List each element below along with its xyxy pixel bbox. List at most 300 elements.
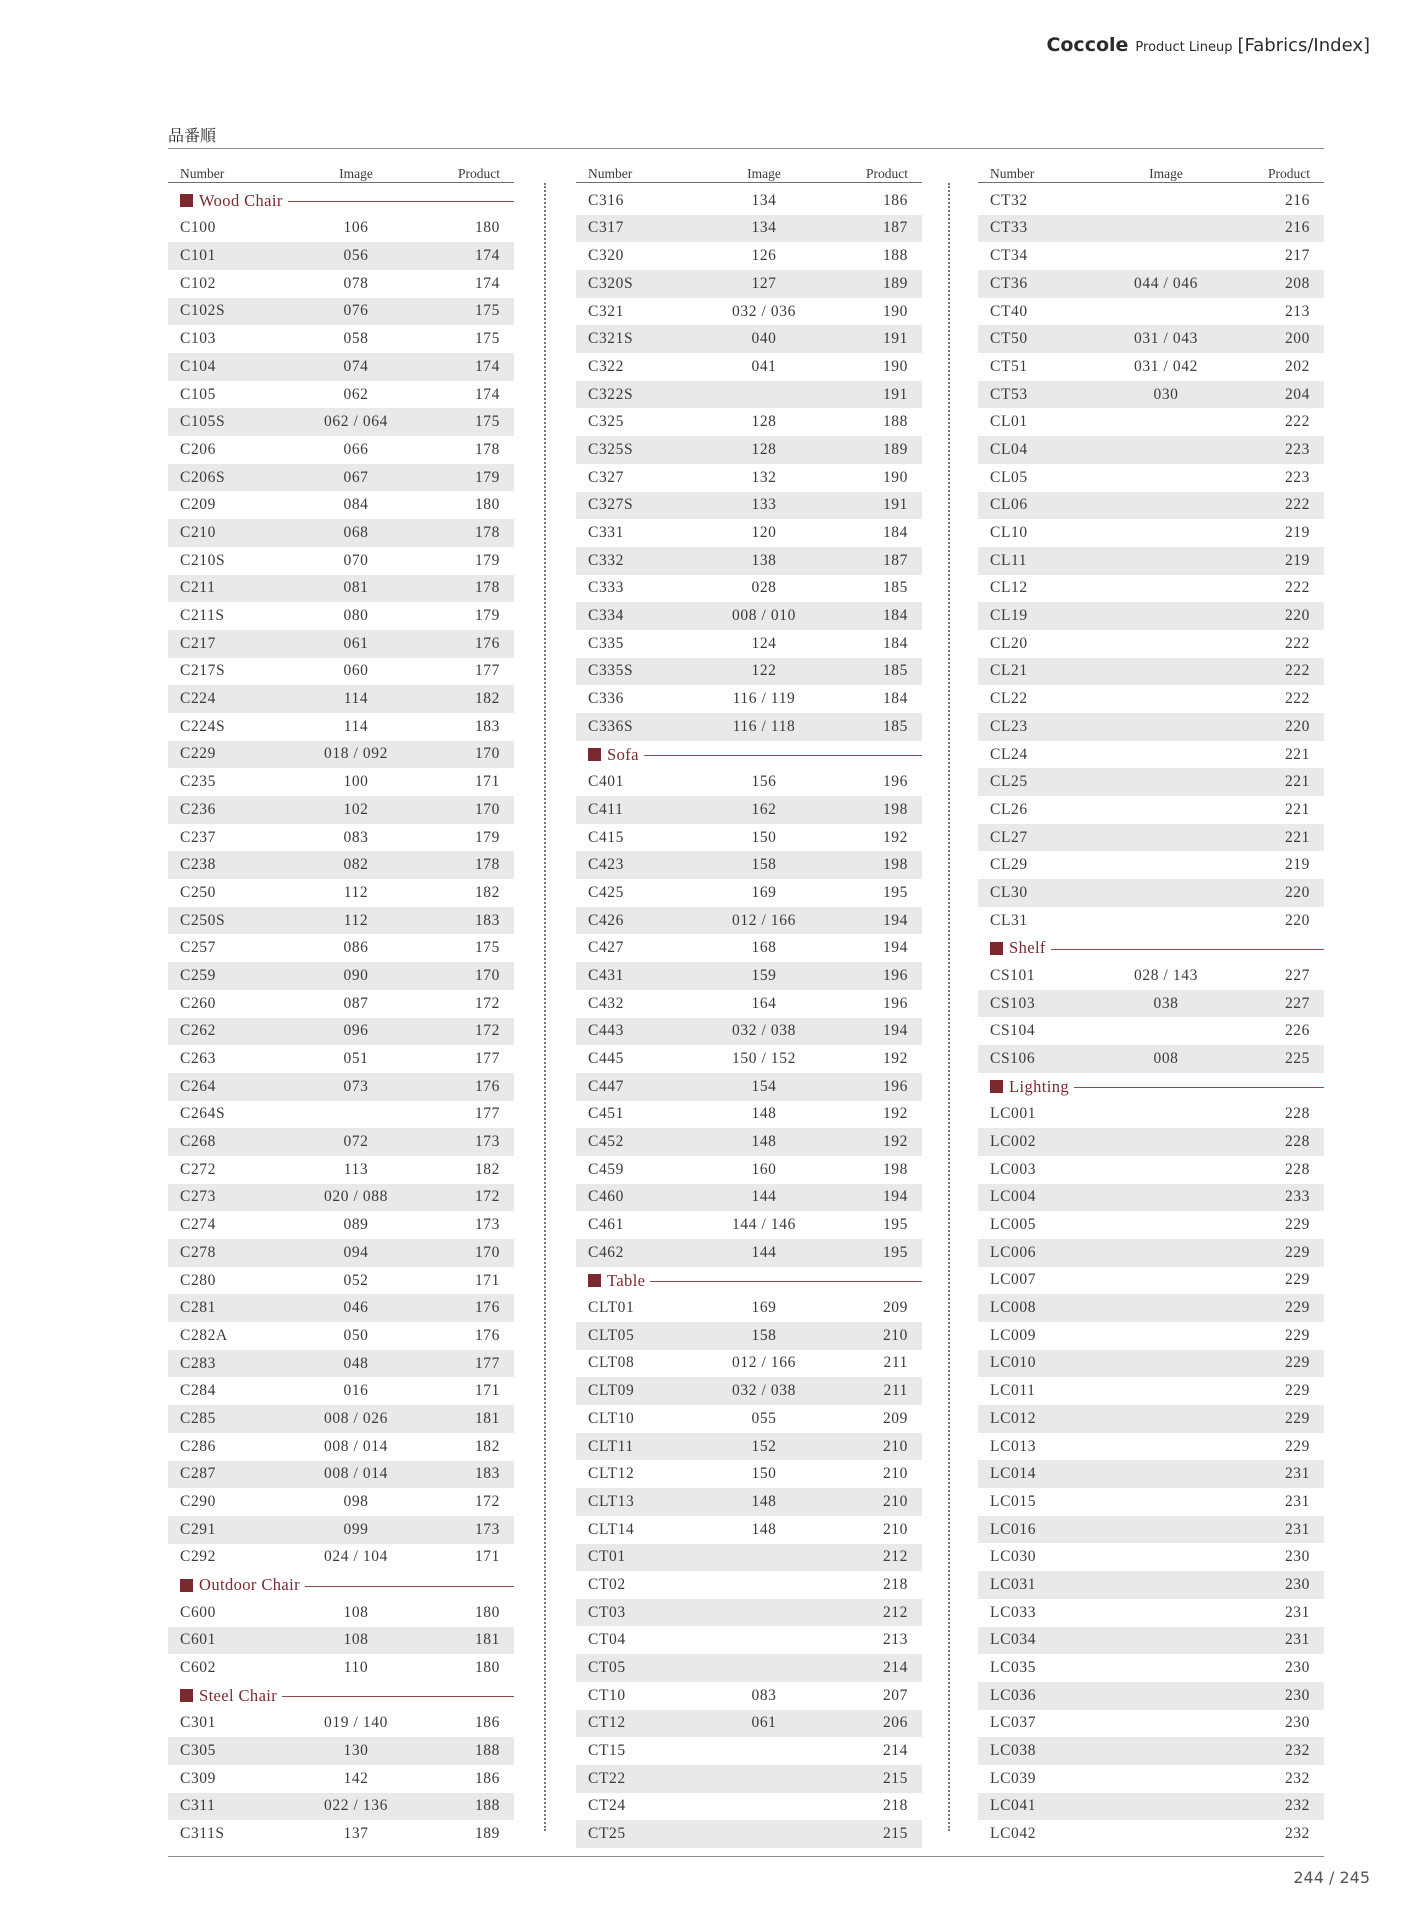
table-row xyxy=(978,1294,1324,1322)
item-number: C264S xyxy=(180,1105,226,1123)
product-page: 233 xyxy=(1284,1188,1310,1206)
item-number: C335 xyxy=(588,634,624,652)
product-page: 231 xyxy=(1284,1603,1310,1621)
item-number: LC039 xyxy=(990,1769,1037,1787)
image-page: 080 xyxy=(343,607,369,625)
item-number: CLT13 xyxy=(588,1492,635,1510)
product-page: 184 xyxy=(882,524,908,542)
table-row xyxy=(576,187,922,215)
item-number: C210S xyxy=(180,551,226,569)
table-row xyxy=(576,1156,922,1184)
item-number: CT10 xyxy=(588,1686,626,1704)
item-number: CLT09 xyxy=(588,1382,635,1400)
product-page: 221 xyxy=(1284,745,1310,763)
table-row xyxy=(978,824,1324,852)
item-number: LC034 xyxy=(990,1631,1037,1649)
product-page: 188 xyxy=(882,247,908,265)
table-row xyxy=(168,353,514,381)
product-page: 170 xyxy=(474,745,500,763)
item-number: CL12 xyxy=(990,579,1028,597)
image-page: 031 / 043 xyxy=(1134,330,1198,348)
table-row xyxy=(576,962,922,990)
product-page: 210 xyxy=(882,1492,908,1510)
item-number: LC014 xyxy=(990,1465,1037,1483)
product-page: 171 xyxy=(474,1548,500,1566)
item-number: C425 xyxy=(588,883,624,901)
item-number: C285 xyxy=(180,1409,216,1427)
image-page: 040 xyxy=(751,330,777,348)
product-page: 181 xyxy=(474,1409,500,1427)
image-page: 144 / 146 xyxy=(732,1216,796,1234)
page-header xyxy=(1046,34,1370,56)
table-row xyxy=(576,1405,922,1433)
product-page: 190 xyxy=(882,357,908,375)
table-row xyxy=(978,436,1324,464)
item-number: C316 xyxy=(588,191,624,209)
category-heading xyxy=(168,187,514,215)
table-row xyxy=(168,1793,514,1821)
item-number: C309 xyxy=(180,1769,216,1787)
section-label: 品番順 xyxy=(168,126,217,145)
product-page: 176 xyxy=(474,1299,500,1317)
product-page: 179 xyxy=(474,828,500,846)
image-page: 113 xyxy=(343,1160,369,1178)
top-rule xyxy=(168,148,1324,149)
table-row xyxy=(978,1544,1324,1572)
column-header-row xyxy=(576,160,922,183)
image-page: 056 xyxy=(343,247,369,265)
image-page: 062 xyxy=(343,385,369,403)
item-number: C286 xyxy=(180,1437,216,1455)
item-number: LC004 xyxy=(990,1188,1037,1206)
image-page: 050 xyxy=(343,1326,369,1344)
table-row xyxy=(168,1294,514,1322)
category-heading xyxy=(978,1073,1324,1101)
image-page: 041 xyxy=(751,357,777,375)
product-page: 221 xyxy=(1284,828,1310,846)
image-page: 081 xyxy=(343,579,369,597)
product-page: 210 xyxy=(882,1520,908,1538)
image-page: 028 / 143 xyxy=(1134,966,1198,984)
item-number: C211S xyxy=(180,607,225,625)
item-number: C224S xyxy=(180,717,226,735)
table-row xyxy=(978,1654,1324,1682)
product-page: 216 xyxy=(1284,219,1310,237)
item-number: C273 xyxy=(180,1188,216,1206)
table-row xyxy=(168,630,514,658)
category-square-icon xyxy=(990,942,1003,955)
item-number: C411 xyxy=(588,800,624,818)
image-page: 134 xyxy=(751,191,777,209)
item-number: LC013 xyxy=(990,1437,1037,1455)
image-page: 127 xyxy=(751,274,777,292)
item-number: C237 xyxy=(180,828,216,846)
item-number: C282A xyxy=(180,1326,228,1344)
image-page: 148 xyxy=(751,1520,777,1538)
item-number: C415 xyxy=(588,828,624,846)
table-row xyxy=(576,1571,922,1599)
product-page: 194 xyxy=(882,1188,908,1206)
item-number: C452 xyxy=(588,1133,624,1151)
table-row xyxy=(576,658,922,686)
table-row xyxy=(978,1211,1324,1239)
image-page: 031 / 042 xyxy=(1134,357,1198,375)
table-row xyxy=(576,1433,922,1461)
item-number: C206 xyxy=(180,440,216,458)
item-number: CL20 xyxy=(990,634,1028,652)
table-row xyxy=(978,1516,1324,1544)
product-page: 188 xyxy=(474,1797,500,1815)
item-number: C322S xyxy=(588,385,634,403)
item-number: CL05 xyxy=(990,468,1028,486)
product-page: 190 xyxy=(882,468,908,486)
table-row xyxy=(168,215,514,243)
item-number: C217 xyxy=(180,634,216,652)
table-row xyxy=(168,1488,514,1516)
item-number: C426 xyxy=(588,911,624,929)
product-page: 183 xyxy=(474,717,500,735)
item-number: C335S xyxy=(588,662,634,680)
category-square-icon xyxy=(588,748,601,761)
product-page: 213 xyxy=(1284,302,1310,320)
item-number: C217S xyxy=(180,662,226,680)
image-page: 133 xyxy=(751,496,777,514)
item-number: C290 xyxy=(180,1493,216,1511)
product-page: 228 xyxy=(1284,1105,1310,1123)
item-number: CT36 xyxy=(990,274,1028,292)
category-label: Steel Chair xyxy=(199,1685,278,1705)
product-page: 229 xyxy=(1284,1299,1310,1317)
category-rule xyxy=(288,201,514,202)
item-number: C105 xyxy=(180,385,216,403)
product-page: 176 xyxy=(474,1077,500,1095)
product-page: 232 xyxy=(1284,1825,1310,1843)
item-number: C278 xyxy=(180,1243,216,1261)
item-number: C260 xyxy=(180,994,216,1012)
image-page: 116 / 118 xyxy=(732,717,796,735)
item-number: CLT01 xyxy=(588,1299,635,1317)
table-row xyxy=(168,934,514,962)
table-row xyxy=(978,519,1324,547)
image-page: 102 xyxy=(343,800,369,818)
table-row xyxy=(576,492,922,520)
item-number: C336 xyxy=(588,690,624,708)
table-row xyxy=(576,1682,922,1710)
image-page: 158 xyxy=(751,1326,777,1344)
table-row xyxy=(978,1405,1324,1433)
table-row xyxy=(168,824,514,852)
product-page: 185 xyxy=(882,579,908,597)
item-number: C431 xyxy=(588,966,624,984)
table-row xyxy=(978,187,1324,215)
image-page: 087 xyxy=(343,994,369,1012)
item-number: LC033 xyxy=(990,1603,1037,1621)
image-page: 067 xyxy=(343,468,369,486)
product-page: 231 xyxy=(1284,1492,1310,1510)
image-page: 086 xyxy=(343,939,369,957)
product-page: 180 xyxy=(474,219,500,237)
image-page: 154 xyxy=(751,1077,777,1095)
table-row xyxy=(576,851,922,879)
image-page: 008 / 014 xyxy=(324,1437,388,1455)
product-page: 196 xyxy=(882,773,908,791)
table-row xyxy=(576,436,922,464)
table-row xyxy=(168,436,514,464)
item-number: CL19 xyxy=(990,607,1028,625)
image-page: 032 / 038 xyxy=(732,1382,796,1400)
product-page: 230 xyxy=(1284,1686,1310,1704)
table-row xyxy=(978,1627,1324,1655)
table-row xyxy=(576,1765,922,1793)
item-number: CT34 xyxy=(990,247,1028,265)
product-page: 180 xyxy=(474,496,500,514)
item-number: C224 xyxy=(180,690,216,708)
image-page: 158 xyxy=(751,856,777,874)
table-row xyxy=(978,1018,1324,1046)
image-page: 116 / 119 xyxy=(732,690,796,708)
image-page: 022 / 136 xyxy=(324,1797,388,1815)
category-rule xyxy=(1074,1087,1324,1088)
item-number: LC007 xyxy=(990,1271,1037,1289)
header-number: Number xyxy=(588,166,633,181)
product-page: 204 xyxy=(1284,385,1310,403)
product-page: 171 xyxy=(474,1382,500,1400)
table-row xyxy=(978,1433,1324,1461)
product-page: 229 xyxy=(1284,1326,1310,1344)
image-page: 055 xyxy=(751,1409,777,1427)
table-row xyxy=(576,298,922,326)
product-page: 232 xyxy=(1284,1797,1310,1815)
image-page: 137 xyxy=(343,1825,369,1843)
item-number: C327 xyxy=(588,468,624,486)
category-rule xyxy=(650,1281,922,1282)
product-page: 222 xyxy=(1284,634,1310,652)
product-page: 175 xyxy=(474,939,500,957)
product-page: 178 xyxy=(474,579,500,597)
image-page: 008 xyxy=(1153,1050,1179,1068)
table-row xyxy=(168,547,514,575)
table-row xyxy=(978,852,1324,880)
product-page: 212 xyxy=(882,1603,908,1621)
table-row xyxy=(576,1128,922,1156)
item-number: LC035 xyxy=(990,1659,1037,1677)
header-section: [Fabrics/Index] xyxy=(1237,35,1370,56)
item-number: C211 xyxy=(180,579,216,597)
item-number: CL29 xyxy=(990,856,1028,874)
table-row xyxy=(168,1239,514,1267)
table-row xyxy=(168,270,514,298)
product-page: 209 xyxy=(882,1409,908,1427)
table-row xyxy=(168,741,514,769)
product-page: 229 xyxy=(1284,1243,1310,1261)
table-row xyxy=(576,409,922,437)
product-page: 191 xyxy=(882,330,908,348)
image-page: 122 xyxy=(751,662,777,680)
header-image: Image xyxy=(747,166,781,181)
table-row xyxy=(576,575,922,603)
column-divider xyxy=(948,183,950,1831)
table-row xyxy=(576,1377,922,1405)
product-page: 230 xyxy=(1284,1714,1310,1732)
item-number: LC001 xyxy=(990,1105,1037,1123)
table-row xyxy=(168,962,514,990)
table-row xyxy=(168,298,514,326)
product-page: 191 xyxy=(882,496,908,514)
table-row xyxy=(978,630,1324,658)
image-page: 078 xyxy=(343,274,369,292)
item-number: CL27 xyxy=(990,828,1028,846)
item-number: C601 xyxy=(180,1631,216,1649)
category-heading xyxy=(168,1682,514,1710)
table-row xyxy=(168,851,514,879)
item-number: C291 xyxy=(180,1520,216,1538)
table-row xyxy=(168,1211,514,1239)
image-page: 061 xyxy=(751,1714,777,1732)
header-number: Number xyxy=(180,166,225,181)
image-page: 126 xyxy=(751,247,777,265)
item-number: C229 xyxy=(180,745,216,763)
item-number: C263 xyxy=(180,1050,216,1068)
product-page: 172 xyxy=(474,1188,500,1206)
table-row xyxy=(576,907,922,935)
product-page: 186 xyxy=(474,1769,500,1787)
image-page: 073 xyxy=(343,1077,369,1095)
product-page: 177 xyxy=(474,662,500,680)
product-page: 189 xyxy=(882,274,908,292)
item-number: C281 xyxy=(180,1299,216,1317)
table-row xyxy=(168,381,514,409)
image-page: 100 xyxy=(343,773,369,791)
table-row xyxy=(978,381,1324,409)
table-row xyxy=(168,1377,514,1405)
product-page: 179 xyxy=(474,551,500,569)
product-page: 219 xyxy=(1284,524,1310,542)
table-row xyxy=(978,298,1324,326)
item-number: C238 xyxy=(180,856,216,874)
product-page: 173 xyxy=(474,1133,500,1151)
product-page: 222 xyxy=(1284,579,1310,597)
table-row xyxy=(168,1350,514,1378)
product-page: 194 xyxy=(882,911,908,929)
category-rule xyxy=(282,1696,514,1697)
product-page: 170 xyxy=(474,966,500,984)
table-row xyxy=(978,685,1324,713)
column-divider xyxy=(544,183,546,1831)
table-row xyxy=(168,1101,514,1129)
item-number: CT02 xyxy=(588,1575,626,1593)
item-number: C268 xyxy=(180,1133,216,1151)
item-number: C600 xyxy=(180,1603,216,1621)
product-page: 198 xyxy=(882,800,908,818)
item-number: CLT12 xyxy=(588,1465,635,1483)
table-row xyxy=(576,270,922,298)
category-heading xyxy=(576,741,922,769)
item-number: CT53 xyxy=(990,385,1028,403)
item-number: CS101 xyxy=(990,966,1036,984)
header-number: Number xyxy=(990,166,1035,181)
item-number: C445 xyxy=(588,1050,624,1068)
header-product: Product xyxy=(1268,166,1310,181)
table-row xyxy=(168,242,514,270)
product-page: 210 xyxy=(882,1326,908,1344)
product-page: 209 xyxy=(882,1299,908,1317)
item-number: C462 xyxy=(588,1243,624,1261)
item-number: LC042 xyxy=(990,1825,1037,1843)
image-page: 032 / 038 xyxy=(732,1022,796,1040)
table-row xyxy=(978,325,1324,353)
table-row xyxy=(168,1461,514,1489)
product-page: 231 xyxy=(1284,1520,1310,1538)
page-number: 244 / 245 xyxy=(1293,1868,1370,1887)
image-page: 120 xyxy=(751,524,777,542)
image-page: 112 xyxy=(343,911,369,929)
image-page: 074 xyxy=(343,357,369,375)
item-number: CT12 xyxy=(588,1714,626,1732)
item-number: LC009 xyxy=(990,1326,1037,1344)
category-square-icon xyxy=(180,1689,193,1702)
product-page: 207 xyxy=(882,1686,908,1704)
image-page: 164 xyxy=(751,994,777,1012)
image-page: 060 xyxy=(343,662,369,680)
image-page: 061 xyxy=(343,634,369,652)
category-label: Table xyxy=(607,1270,646,1290)
index-column-2 xyxy=(576,160,922,1848)
item-number: CT22 xyxy=(588,1769,626,1787)
image-page: 110 xyxy=(343,1659,369,1677)
product-page: 229 xyxy=(1284,1409,1310,1427)
item-number: C332 xyxy=(588,551,624,569)
product-page: 198 xyxy=(882,1160,908,1178)
item-number: LC041 xyxy=(990,1797,1037,1815)
table-row xyxy=(576,796,922,824)
item-number: C320S xyxy=(588,274,634,292)
index-column-1 xyxy=(168,160,514,1848)
header-product: Product xyxy=(866,166,908,181)
table-row xyxy=(978,1156,1324,1184)
image-page: 008 / 014 xyxy=(324,1465,388,1483)
item-number: LC005 xyxy=(990,1216,1037,1234)
product-page: 174 xyxy=(474,385,500,403)
product-page: 226 xyxy=(1284,1022,1310,1040)
table-row xyxy=(168,990,514,1018)
item-number: CL23 xyxy=(990,717,1028,735)
product-page: 221 xyxy=(1284,800,1310,818)
column-header-row xyxy=(978,160,1324,183)
category-label: Lighting xyxy=(1009,1076,1070,1096)
product-page: 194 xyxy=(882,1022,908,1040)
category-label: Shelf xyxy=(1009,938,1046,958)
table-row xyxy=(576,630,922,658)
table-row xyxy=(576,768,922,796)
image-page: 070 xyxy=(343,551,369,569)
image-page: 032 / 036 xyxy=(732,302,796,320)
product-page: 182 xyxy=(474,690,500,708)
table-row xyxy=(576,1460,922,1488)
table-row xyxy=(978,1710,1324,1738)
product-page: 185 xyxy=(882,662,908,680)
table-row xyxy=(576,1627,922,1655)
item-number: LC036 xyxy=(990,1686,1037,1704)
image-page: 150 / 152 xyxy=(732,1050,796,1068)
item-number: CL31 xyxy=(990,911,1028,929)
table-row xyxy=(978,713,1324,741)
item-number: C206S xyxy=(180,468,226,486)
image-page: 138 xyxy=(751,551,777,569)
table-row xyxy=(168,685,514,713)
image-page: 016 xyxy=(343,1382,369,1400)
table-row xyxy=(978,1045,1324,1073)
item-number: LC010 xyxy=(990,1354,1037,1372)
